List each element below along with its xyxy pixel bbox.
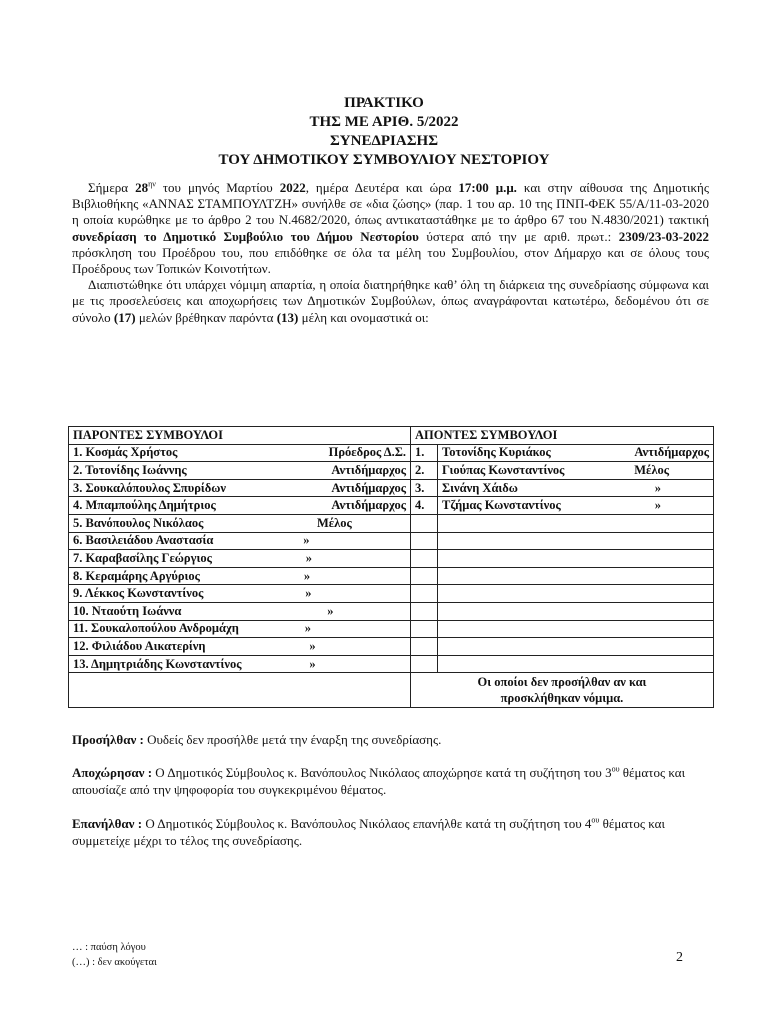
present-member: 6. Βασιλειάδου Αναστασία » [69,532,411,550]
absent-empty-cell [438,602,714,620]
members-table [68,426,714,708]
absent-note-line-1: Οι οποίοι δεν προσήλθαν αν και [477,675,647,690]
absent-number: 1. [411,444,438,462]
absent-header: ΑΠΟΝΤΕΣ ΣΥΜΒΟΥΛΟΙ [411,427,714,445]
left-section: Αποχώρησαν : Ο Δημοτικός Σύμβουλος κ. Βανόπουλος Νικόλαος αποχώρησε κατά τη συζήτηση του $3^{o\upsilon}$ θέματος και απουσίαζε από την ψηφοφορία του συγκεκριμένου θέματος. [72,764,686,797]
present-member: 5. Βανόπουλος Νικόλαος Μέλος [69,514,411,532]
absent-number: 3. [411,479,438,497]
absent-empty-cell [438,514,714,532]
table-row [69,602,714,620]
present-member: 13. Δημητριάδης Κωνσταντίνος » [69,655,411,673]
absent-note-line-2: προσκλήθηκαν νόμιμα. [500,691,624,706]
title-line-1: ΠΡΑΚΤΙΚΟ [344,95,424,111]
absent-member: Σινάνη Χάιδω » [438,479,714,497]
present-member: 8. Κεραμάρης Αργύριος » [69,567,411,585]
absent-empty-cell [411,550,438,568]
title-line-3: ΣΥΝΕΔΡΙΑΣΗΣ [330,133,438,149]
title-line-4: ΤΟΥ ΔΗΜΟΤΙΚΟΥ ΣΥΜΒΟΥΛΙΟΥ ΝΕΣΤΟΡΙΟΥ [218,152,550,168]
absent-empty-cell [438,638,714,656]
arrived-section [72,732,709,749]
title-line-2: ΤΗΣ ΜΕ ΑΡΙΘ. 5/2022 [309,114,459,130]
table-row [69,444,714,462]
present-header: ΠΑΡΟΝΤΕΣ ΣΥΜΒΟΥΛΟΙ [69,427,411,445]
table-row [69,550,714,568]
table-row [69,532,714,550]
absent-member: Τζήμας Κωνσταντίνος » [438,497,714,515]
absent-empty-cell [411,585,438,603]
intro-paragraph-1: Σήμερα $28^{\eta\nu}$ του μηνός Μαρτίου 2022, ημέρα Δευτέρα και ώρα 17:00 μ.μ. και στην αίθουσα της Δημοτικής Βιβλιοθήκης «ΑΝΝΑΣ ΣΤΑΜΠΟΥΛΤΖΗ» συνήλθε σε «δια ζώσης» (παρ. 1 του αρ. 10 της ΠΝΠ-ΦΕΚ 55/Α/11-03-2020 η οποία κυρώθηκε με το άρθρο 2 του Ν.4682/2020, όπως αντικαταστάθηκε με το άρθρο 67 του Ν.4830/2021) τακτική συνεδρίαση το Δημοτικό Συμβούλιο του Δήμου Νεστορίου ύστερα από την με αριθ. πρωτ.: 2309/23-03-2022 πρόσκληση του Προέδρου του, που επιδόθηκε σε όλα τα μέλη του Συμβουλίου, στον Δήμαρχο και σε όλους τους Προέδρους των Τοπικών Κοινοτήτων. [72,179,709,277]
absent-empty-cell [411,514,438,532]
table-row [69,585,714,603]
present-member: 2. Τοτονίδης Ιωάννης Αντιδήμαρχος [69,462,411,480]
absent-number: 2. [411,462,438,480]
present-member: 4. Μπαμπούλης Δημήτριος Αντιδήμαρχος [69,497,411,515]
table-row [69,655,714,673]
arrived-text: Ουδείς δεν προσήλθε μετά την έναρξη της συνεδρίασης. [143,732,442,747]
absent-number: 4. [411,497,438,515]
absent-empty-cell [438,585,714,603]
arrived-label: Προσήλθαν : [72,732,144,747]
absent-empty-cell [438,532,714,550]
absent-empty-cell [411,602,438,620]
absent-member: Τοτονίδης Κυριάκος Αντιδήμαρχος [438,444,714,462]
table-row [69,497,714,515]
absent-empty-cell [438,567,714,585]
present-member: 3. Σουκαλόπουλος Σπυρίδων Αντιδήμαρχος [69,479,411,497]
left-label: Αποχώρησαν : [72,765,153,780]
absent-empty-cell [411,532,438,550]
present-member: 11. Σουκαλοπούλου Ανδρομάχη » [69,620,411,638]
returned-section: Επανήλθαν : Ο Δημοτικός Σύμβουλος κ. Βανόπουλος Νικόλαος επανήλθε κατά τη συζήτηση του $4^{o\upsilon}$ θέματος και συμμετείχε μέχρι το τέλος της συνεδρίασης. [72,815,665,848]
intro-paragraph-2: Διαπιστώθηκε ότι υπάρχει νόμιμη απαρτία, η οποία διατηρήθηκε καθ’ όλη τη διάρκεια της συνεδρίασης σύμφωνα και με τις προσελεύσεις και αποχωρήσεις των Δημοτικών Συμβούλων, όπως αναγράφονται κατωτέρω, δεδομένου ότι σε σύνολο (17) μελών βρέθηκαν παρόντα (13) μέλη και ονομαστικά οι: [72,277,709,325]
table-row [69,673,714,708]
intro-text [72,180,709,326]
footnote-pause: … : παύση λόγου [72,942,146,953]
table-row [69,567,714,585]
present-member: 9. Λέκκος Κωνσταντίνος » [69,585,411,603]
returned-label: Επανήλθαν : [72,816,143,831]
present-member: 12. Φιλιάδου Αικατερίνη » [69,638,411,656]
footnote-inaudible: (…) : δεν ακούγεται [72,957,157,968]
absent-empty-cell [438,655,714,673]
table-row [69,479,714,497]
footnotes [72,940,157,970]
absent-empty-cell [411,620,438,638]
absent-empty-cell [438,620,714,638]
absent-empty-cell [411,655,438,673]
present-empty-cell [69,673,411,708]
page-number: 2 [676,950,683,965]
present-member: 1. Κοσμάς Χρήστος Πρόεδρος Δ.Σ. [69,444,411,462]
absent-empty-cell [411,567,438,585]
absent-empty-cell [411,638,438,656]
table-header-row [69,427,714,445]
table-row [69,638,714,656]
table-row [69,620,714,638]
absent-empty-cell [438,550,714,568]
document-title [0,94,768,170]
present-member: 10. Νταούτη Ιωάννα » [69,602,411,620]
absent-member: Γιούπας Κωνσταντίνος Μέλος [438,462,714,480]
present-member: 7. Καραβασίλης Γεώργιος » [69,550,411,568]
table-row [69,462,714,480]
absent-note [411,673,714,708]
table-row [69,514,714,532]
